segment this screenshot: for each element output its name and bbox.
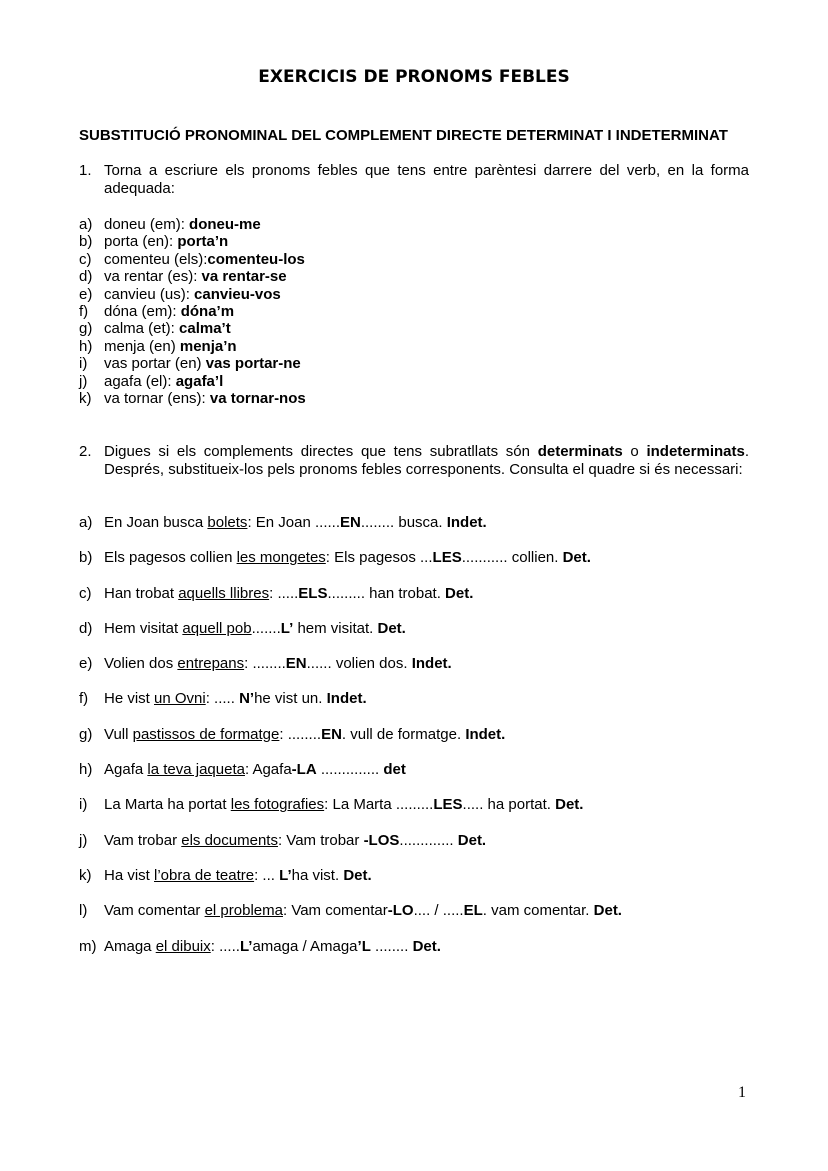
item-letter: g) xyxy=(79,320,93,338)
item-prompt: porta (en): xyxy=(104,233,178,251)
item-answer: menja’n xyxy=(179,337,237,355)
item-text: : ..... xyxy=(269,584,299,602)
item-answer: EL xyxy=(463,902,483,920)
item-body xyxy=(104,303,234,320)
item-text: Els pagesos collien xyxy=(104,549,237,567)
list-item xyxy=(79,320,306,337)
item-text: En Joan busca xyxy=(104,514,208,531)
item-letter: i) xyxy=(79,796,88,814)
list-item xyxy=(79,373,306,390)
item-answer: Det. xyxy=(555,796,584,814)
instruction-text xyxy=(104,443,749,479)
list-item xyxy=(79,216,306,233)
item-letter: k) xyxy=(79,866,92,884)
item-text: : La Marta ......... xyxy=(324,796,434,814)
item-answer: Det. xyxy=(593,902,622,920)
item-letter: f) xyxy=(79,302,89,320)
item-text: Han trobat xyxy=(104,584,179,602)
item-answer: -LO xyxy=(387,902,414,920)
item-answer: agafa’l xyxy=(175,372,224,390)
item-text: Agafa xyxy=(104,761,148,779)
underlined-complement: les mongetes xyxy=(236,549,326,567)
item-text: ..... ha portat. xyxy=(462,796,556,814)
item-text: ........ xyxy=(370,937,413,955)
list-item xyxy=(79,251,306,268)
item-body xyxy=(104,655,452,672)
list-item xyxy=(79,268,306,285)
list-item xyxy=(79,286,306,303)
item-text: ...... volien dos. xyxy=(306,655,412,673)
list-item xyxy=(79,832,759,867)
underlined-complement: aquell pob xyxy=(182,619,252,637)
item-letter: c) xyxy=(79,584,92,602)
underlined-complement: el problema xyxy=(204,902,283,920)
item-text: : En Joan ...... xyxy=(247,514,340,531)
exercise-2-instruction xyxy=(79,443,749,479)
item-answer: L’ xyxy=(279,866,292,884)
instruction-keyword: determinats xyxy=(537,443,623,460)
item-body xyxy=(104,549,591,566)
item-text: he vist un. xyxy=(254,690,327,708)
item-body xyxy=(104,320,231,337)
item-body xyxy=(104,796,583,813)
item-text: ........... collien. xyxy=(461,549,563,567)
item-text: : ... xyxy=(254,866,280,884)
instruction-keyword: indeterminats xyxy=(646,443,745,460)
list-item xyxy=(79,867,759,902)
item-text: Ha vist xyxy=(104,866,155,884)
item-answer: det xyxy=(383,761,406,779)
item-prompt: calma (et): xyxy=(104,320,180,338)
list-item xyxy=(79,514,759,549)
item-answer: Det. xyxy=(457,831,487,849)
item-answer: EN xyxy=(340,514,361,531)
item-letter: l) xyxy=(79,902,88,920)
item-body xyxy=(104,233,228,250)
item-letter: j) xyxy=(79,831,88,849)
item-text: ........ busca. xyxy=(360,514,447,531)
item-text: : ..... xyxy=(210,937,240,955)
item-answer: vas portar-ne xyxy=(205,355,301,373)
item-text: Vam trobar xyxy=(104,831,182,849)
item-prompt: menja (en) xyxy=(104,337,180,355)
item-letter: d) xyxy=(79,268,93,286)
list-item xyxy=(79,620,759,655)
instruction-text: Torna a escriure els pronoms febles que tens entre parèntesi darrere del verb, en la forma adequada: xyxy=(104,162,749,197)
item-text: amaga / Amaga xyxy=(252,937,358,955)
item-text: : Vam trobar xyxy=(277,831,364,849)
underlined-complement: bolets xyxy=(207,514,248,531)
item-text: : ..... xyxy=(205,690,240,708)
item-text: hem visitat. xyxy=(293,619,378,637)
item-text: .... / ..... xyxy=(413,902,464,920)
item-text: ............. xyxy=(399,831,458,849)
list-item xyxy=(79,902,759,937)
item-answer: LES xyxy=(432,549,462,567)
item-letter: g) xyxy=(79,725,93,743)
exercise-1-instruction xyxy=(79,162,749,198)
item-answer: ELS xyxy=(298,584,328,602)
list-item xyxy=(79,355,306,372)
item-body xyxy=(104,620,406,637)
item-body xyxy=(104,514,487,531)
item-letter: k) xyxy=(79,389,92,407)
item-text: ......... han trobat. xyxy=(327,584,446,602)
item-text: ....... xyxy=(251,619,281,637)
page-title: EXERCICIS DE PRONOMS FEBLES xyxy=(258,67,570,87)
item-text: .............. xyxy=(316,761,384,779)
item-answer: Indet. xyxy=(446,514,487,531)
item-answer: L’ xyxy=(239,937,253,955)
list-item xyxy=(79,726,759,761)
item-body xyxy=(104,902,622,919)
underlined-complement: els documents xyxy=(181,831,278,849)
list-item xyxy=(79,233,306,250)
item-answer: -LA xyxy=(291,761,317,779)
item-body xyxy=(104,216,261,233)
item-answer: LES xyxy=(433,796,463,814)
list-item xyxy=(79,390,306,407)
instruction-part: . Després, substitueix-los pels pronoms febles corresponents. Consulta el quadre si és necessari: xyxy=(104,443,749,478)
underlined-complement: entrepans xyxy=(177,655,245,673)
item-text: : ........ xyxy=(244,655,286,673)
underlined-complement: pastissos de formatge xyxy=(132,725,280,743)
underlined-complement: aquells llibres xyxy=(178,584,270,602)
item-answer: comenteu-los xyxy=(207,250,305,268)
item-prompt: canvieu (us): xyxy=(104,285,195,303)
item-text: La Marta ha portat xyxy=(104,796,231,814)
exercise-number: 2. xyxy=(79,443,92,460)
item-body xyxy=(104,373,223,390)
exercise-2-list xyxy=(79,514,759,973)
item-body xyxy=(104,338,237,355)
item-body xyxy=(104,390,306,407)
item-body xyxy=(104,832,486,849)
item-prompt: dóna (em): xyxy=(104,302,181,320)
item-answer: L’ xyxy=(280,619,294,637)
item-answer: porta’n xyxy=(177,233,229,251)
item-body xyxy=(104,690,367,707)
item-body xyxy=(104,761,406,778)
item-letter: h) xyxy=(79,337,93,355)
item-answer: Det. xyxy=(343,866,372,884)
item-answer: N’ xyxy=(239,690,255,708)
item-text: : Vam comentar xyxy=(282,902,388,920)
list-item xyxy=(79,761,759,796)
item-prompt: va rentar (es): xyxy=(104,268,202,286)
item-answer: doneu-me xyxy=(189,216,261,233)
item-answer: -LOS xyxy=(363,831,400,849)
item-text: Volien dos xyxy=(104,655,178,673)
item-text: Amaga xyxy=(104,937,156,955)
list-item xyxy=(79,690,759,725)
item-letter: b) xyxy=(79,233,93,251)
item-body xyxy=(104,585,473,602)
item-body xyxy=(104,867,372,884)
item-letter: b) xyxy=(79,549,93,567)
item-text: Vull xyxy=(104,725,133,743)
item-answer: va tornar-nos xyxy=(209,389,306,407)
item-body xyxy=(104,938,441,955)
item-text: He vist xyxy=(104,690,155,708)
underlined-complement: la teva jaqueta xyxy=(147,761,245,779)
item-answer: EN xyxy=(285,655,307,673)
item-answer: EN xyxy=(321,725,342,743)
item-letter: f) xyxy=(79,690,89,708)
item-text: . vam comentar. xyxy=(482,902,594,920)
item-letter: m) xyxy=(79,937,97,955)
section-title: SUBSTITUCIÓ PRONOMINAL DEL COMPLEMENT DIRECTE DETERMINAT I INDETERMINAT xyxy=(79,127,728,144)
list-item xyxy=(79,796,759,831)
item-text: : Agafa xyxy=(244,761,292,779)
item-answer: canvieu-vos xyxy=(194,285,281,303)
underlined-complement: les fotografies xyxy=(230,796,325,814)
item-prompt: doneu (em): xyxy=(104,216,190,233)
item-text: Vam comentar xyxy=(104,902,205,920)
item-prompt: agafa (el): xyxy=(104,372,176,390)
item-letter: j) xyxy=(79,372,88,390)
item-letter: e) xyxy=(79,655,93,673)
item-answer: Det. xyxy=(562,549,591,567)
item-letter: a) xyxy=(79,216,93,233)
item-prompt: comenteu (els): xyxy=(104,250,208,268)
list-item xyxy=(79,585,759,620)
item-body xyxy=(104,355,301,372)
item-answer: va rentar-se xyxy=(201,268,287,286)
list-item xyxy=(79,938,759,973)
item-answer: calma’t xyxy=(179,320,231,338)
item-text: : Els pagesos ... xyxy=(325,549,433,567)
item-letter: i) xyxy=(79,355,88,373)
item-letter: a) xyxy=(79,514,93,531)
item-letter: e) xyxy=(79,285,93,303)
item-prompt: va tornar (ens): xyxy=(104,389,210,407)
item-answer: dóna’m xyxy=(180,302,235,320)
item-answer: ’L xyxy=(357,937,371,955)
item-body xyxy=(104,268,287,285)
exercise-number: 1. xyxy=(79,162,92,179)
item-prompt: vas portar (en) xyxy=(104,355,206,373)
underlined-complement: el dibuix xyxy=(155,937,211,955)
item-answer: Indet. xyxy=(326,690,367,708)
page-number: 1 xyxy=(738,1084,746,1101)
list-item xyxy=(79,655,759,690)
item-text: ha vist. xyxy=(291,866,344,884)
item-answer: Det. xyxy=(412,937,441,955)
list-item xyxy=(79,338,306,355)
list-item xyxy=(79,549,759,584)
underlined-complement: l’obra de teatre xyxy=(154,866,255,884)
item-letter: d) xyxy=(79,619,93,637)
item-body xyxy=(104,726,505,743)
item-body xyxy=(104,286,281,303)
instruction-part: o xyxy=(622,443,647,460)
item-answer: Indet. xyxy=(465,725,506,743)
item-text: : ........ xyxy=(279,725,322,743)
item-body xyxy=(104,251,305,268)
item-letter: h) xyxy=(79,761,93,779)
exercise-1-list xyxy=(79,216,306,407)
list-item xyxy=(79,303,306,320)
item-text: . vull de formatge. xyxy=(341,725,466,743)
item-text: Hem visitat xyxy=(104,619,183,637)
item-answer: Det. xyxy=(445,584,474,602)
instruction-part: Digues si els complements directes que tens subratllats són xyxy=(104,443,538,460)
underlined-complement: un Ovni xyxy=(154,690,206,708)
item-answer: Indet. xyxy=(411,655,452,673)
item-letter: c) xyxy=(79,250,92,268)
item-answer: Det. xyxy=(377,619,406,637)
